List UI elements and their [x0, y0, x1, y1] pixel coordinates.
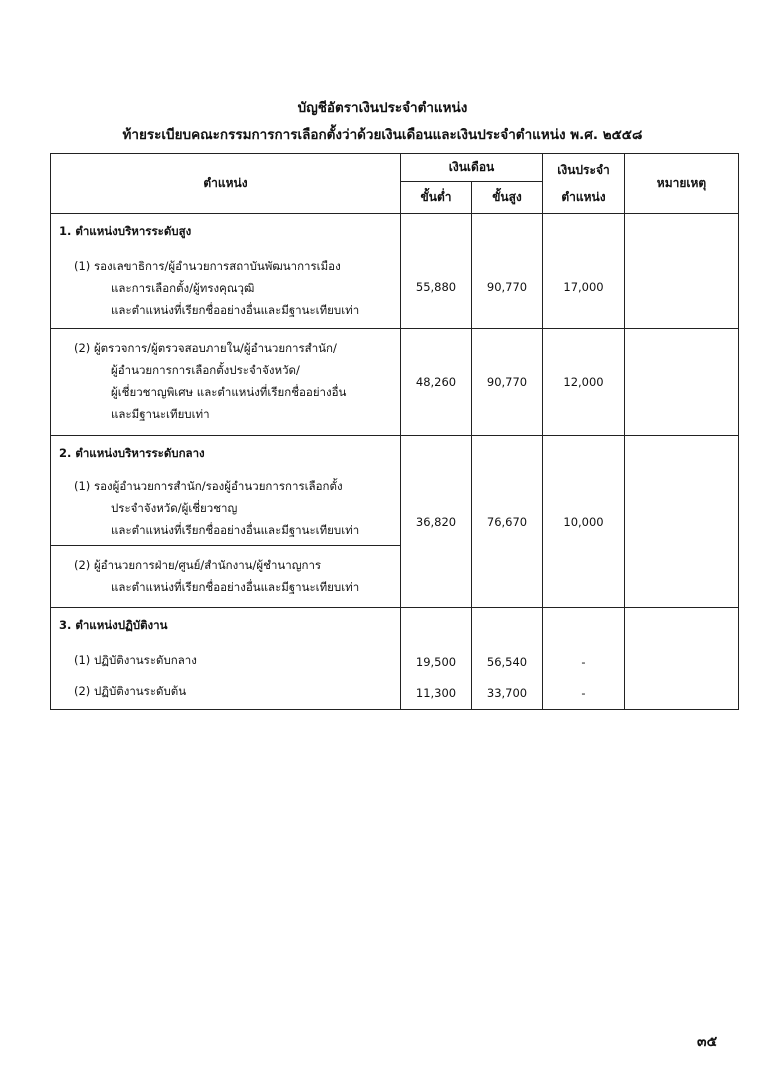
header-remarks: หมายเหตุ — [625, 154, 739, 214]
list-item: (2) ผู้อำนวยการฝ่าย/ศูนย์/สำนักงาน/ผู้ชำนาญการ และตำแหน่งที่เรียกชื่ออย่างอื่นและมีฐานะเทียบเท่า — [74, 558, 360, 594]
section-1-cell — [51, 214, 401, 329]
salary-min-value: 36,820 — [401, 436, 472, 608]
list-item: (1) รองเลขาธิการ/ผู้อำนวยการสถาบันพัฒนาการเมือง และการเลือกตั้ง/ผู้ทรงคุณวุฒิ และตำแหน่งที่เรียกชื่ออย่างอื่นและมีฐานะเทียบเท่า — [74, 259, 360, 317]
allowance-value: 12,000 — [543, 329, 625, 436]
allowance-value: 10,000 — [543, 436, 625, 608]
section-3-cell — [51, 608, 401, 710]
salary-table — [50, 153, 739, 710]
salary-max-value: 90,770 — [472, 214, 543, 329]
document-title: บัญชีอัตราเงินประจำตำแหน่ง — [297, 100, 468, 116]
salary-min-value: 19,500 11,300 — [401, 608, 472, 710]
document-subtitle: ท้ายระเบียบคณะกรรมการการเลือกตั้งว่าด้วยเงินเดือนและเงินประจำตำแหน่ง พ.ศ. ๒๕๕๘ — [122, 127, 643, 143]
salary-max-value: 56,540 33,700 — [472, 608, 543, 710]
salary-max-value: 90,770 — [472, 329, 543, 436]
section-1-item-2-cell — [51, 329, 401, 436]
remarks-cell — [625, 608, 739, 710]
salary-min-value: 55,880 — [401, 214, 472, 329]
page-number: ๓๕ — [697, 1034, 718, 1050]
list-item: (2) ผู้ตรวจการ/ผู้ตรวจสอบภายใน/ผู้อำนวยการสำนัก/ ผู้อำนวยการการเลือกตั้งประจำจังหวัด/ ผู้เชี่ยวชาญพิเศษ และตำแหน่งที่เรียกชื่ออย่างอื่น และมีฐานะเทียบเท่า — [74, 341, 347, 421]
header-allowance-line2: ตำแหน่ง — [561, 189, 606, 204]
section-title: 2. ตำแหน่งบริหารระดับกลาง — [59, 446, 205, 460]
section-2-item-2-cell — [51, 546, 401, 608]
allowance-value: 17,000 — [543, 214, 625, 329]
header-salary: เงินเดือน — [401, 154, 543, 182]
section-title: 1. ตำแหน่งบริหารระดับสูง — [59, 224, 192, 238]
allowance-value: - - — [543, 608, 625, 710]
list-item: (1) รองผู้อำนวยการสำนัก/รองผู้อำนวยการการเลือกตั้ง ประจำจังหวัด/ผู้เชี่ยวชาญ และตำแหน่งที่เรียกชื่ออย่างอื่นและมีฐานะเทียบเท่า — [74, 479, 360, 537]
header-allowance-line1: เงินประจำ — [557, 162, 610, 177]
section-title: 3. ตำแหน่งปฏิบัติงาน — [59, 618, 168, 632]
section-2-cell — [51, 436, 401, 546]
salary-max-value: 76,670 — [472, 436, 543, 608]
salary-min-value: 48,260 — [401, 329, 472, 436]
header-salary-max: ขั้นสูง — [472, 182, 543, 214]
remarks-cell — [625, 436, 739, 608]
header-allowance — [543, 154, 625, 214]
header-salary-min: ขั้นต่ำ — [401, 182, 472, 214]
header-position: ตำแหน่ง — [51, 154, 401, 214]
remarks-cell — [625, 329, 739, 436]
remarks-cell — [625, 214, 739, 329]
list-item: (1) ปฏิบัติงานระดับกลาง (2) ปฏิบัติงานระดับต้น — [74, 653, 197, 698]
